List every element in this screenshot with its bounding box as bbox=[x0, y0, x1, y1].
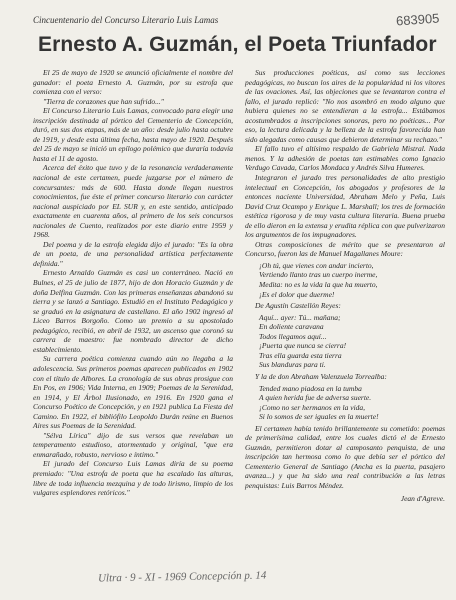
poem-line: A quien herida fue de adversa suerte. bbox=[259, 393, 372, 403]
right-column bbox=[245, 68, 445, 503]
paragraph: Acerca del éxito que tuvo y de la resonancia verdaderamente nacional de este certamen, puede juzgarse por el número de concursantes: más de 600. Hasta donde llegan nuestros conocimientos, fue éste el primer concurso literario con carácter nacional auspiciado por EL SUR y, en este sentido, anticipado exactamente en cuarenta años, al primero de los seis concursos nacionales de Cuento, realizados por este diario entre 1959 y 1968. bbox=[33, 163, 233, 240]
poem-valenzuela bbox=[259, 384, 445, 422]
poem-line: Sus blanduras para ti. bbox=[259, 360, 326, 370]
poem-line: Tras ella guarda esta tierra bbox=[259, 350, 342, 360]
poem-magallanes bbox=[259, 261, 445, 299]
poem-line: Medita: no es la vida la que ha muerto, bbox=[259, 280, 378, 290]
paragraph: El fallo tuvo el altísimo respaldo de Gabriela Mistral. Nada menos. Y la adhesión de poetas tan estimables como Ignacio Verdugo Cavada, Carlos Mondaca y Andrés Silva Humeres. bbox=[245, 144, 445, 173]
article-title: Ernesto A. Guzmán, el Poeta Triunfador bbox=[38, 33, 437, 56]
poem-line: Vertiendo llanto tras un cuerpo inerme, bbox=[259, 270, 378, 280]
paragraph: Integraron el jurado tres personalidades de alto prestigio intelectual en Concepción, los abogados y profesores de la entonces naciente Universidad, Abraham Melo y Peña, Luis David Cruz Ocampo y Enrique L. Marshall; los tres de formación estética rigorosa y de muy vasta cultura literaria. Buena prueba de ello dieron en la extensa y erudita réplica con que pulverizaron los argumentos de los impugnadores. bbox=[245, 173, 445, 240]
paragraph: Del poema y de la estrofa elegida dijo el jurado: "Es la obra de un poeta, de una personalidad artística perfectamente definida." bbox=[33, 239, 233, 268]
poem-line: Aquí... ayer: Tú... mañana; bbox=[259, 312, 341, 322]
paragraph: Otras composiciones de mérito que se presentaron al Concurso, fueron las de Manuel Magallanes Moure: bbox=[245, 239, 445, 259]
author-signature: Jean d'Agreve. bbox=[400, 493, 445, 503]
handwritten-note: Ultra · 9 - XI - 1969 Concepción p. 14 bbox=[97, 569, 267, 585]
archive-stamp: 683905 bbox=[395, 10, 440, 29]
poem-castellon bbox=[259, 313, 445, 370]
paragraph: El 25 de mayo de 1920 se anunció oficialmente el nombre del ganador: el poeta Ernesto A. Guzmán, por su estrofa que comienza con el verso: bbox=[33, 68, 233, 97]
paragraph: El jurado del Concurso Luis Lamas diría de su poema premiado: "Una estrofa de poeta que ha escalado las alturas, libre de toda influencia mezquina y de todo lirismo, limpio de los vulgares esplendores retóricos." bbox=[33, 459, 233, 498]
paragraph: Su carrera poética comienza cuando aún no llegaba a la adolescencia. Sus primeros poemas aparecen publicados en 1902 con el título de Albores. La cronología de sus obras prosigue con En Pos, en 1906; Vida Interna, en 1909; Poemas de la Serenidad, en 1914, y El Árbol Ilusionado, en 1916. En 1920 gana el Concurso Poético de Concepción, y en 1921 publica La Fiesta del Camino. En 1922, el bibliófilo Leopoldo Durán reúne en Buenos Aires sus Poemas de la Serenidad. bbox=[33, 354, 233, 431]
poem-author: Y la de don Abraham Valenzuela Torrealba: bbox=[255, 371, 387, 381]
poem-line: ¡Es el dolor que duerme! bbox=[259, 289, 335, 299]
closing-paragraph: El certamen había tenido brillantemente su cometido: poemas de primerísima calidad, entre los cuales dictó el de Ernesto Guzmán, permitieron dotar al camposanto penquista, de una inscripción tan hermosa como lo que debía ser el pórtico del Cementerio General de Santiago (Ancha es la puerta, pasajero avanza...) y que ha sido una real contribución a las letras penquistas: Luis Barros Méndez. bbox=[245, 423, 445, 490]
poem-author: De Agustín Castellón Reyes: bbox=[255, 301, 341, 311]
poem-line: ¡Puerta que nunca se cierra! bbox=[259, 341, 347, 351]
left-column bbox=[33, 68, 233, 498]
paragraph: Ernesto Arnaldo Guzmán es casi un conterráneo. Nació en Bulnes, el 25 de julio de 1877, hijo de don Horacio Guzmán y de doña Delfina Guzmán. Con las primeras enseñanzas abandonó su tierra y se lanzó a Santiago. Estudió en el Instituto Pedagógico y se graduó en la asignatura de castellano. El año 1902 ingresó al Liceo Barros Borgoño. Como un premio a su apostolado pedagógico, recibió, en abril de 1932, un ascenso que coronó su carrera de maestro: fue nombrado director de dicho establecimiento. bbox=[33, 268, 233, 354]
poem-line: Todos llegamos aquí... bbox=[259, 331, 327, 341]
poem-line: Si lo somos de ser iguales en la muerte! bbox=[259, 412, 379, 422]
poem-line: ¡Como no ser hermanos en la vida, bbox=[259, 402, 366, 412]
paragraph: "Sélva Lírica" dijo de sus versos que revelaban un temperamento estudioso, atormentado y original, "que era enmarañado, robusto, nervioso e íntimo." bbox=[33, 430, 233, 459]
poem-line: Tended mano piadosa en la tumba bbox=[259, 383, 362, 393]
poem-line: En doliente caravana bbox=[259, 322, 324, 332]
paragraph: Sus producciones poéticas, así como sus lecciones pedagógicas, no buscan los aires de la popularidad ni los vítores de las ovaciones. Así, las objeciones que se levantaron contra el fallo, el jurado replicó: "No nos asombró en modo alguno que hubiera quienes no se entendieran a la estrofa... Estábamos acostumbrados a inscripciones sonoras, pero no poéticas... Por eso, la lectura delicada y la belleza de la estrofa favorecida han sido alegadas como causas que debieron determinar su rechazo." bbox=[245, 68, 445, 144]
paragraph: El Concurso Literario Luis Lamas, convocado para elegir una inscripción destinada al pórtico del Cementerio de Concepción, duró, en sus dos etapas, más de un año: desde julio hasta octubre de 1919, y desde esta última fecha, hasta mayo de 1920. Después del 25 de mayo se inició un epílogo polémico que duraría todavía hasta el 11 de agosto. bbox=[33, 106, 233, 163]
series-header: Cincuentenario del Concurso Literario Luis Lamas bbox=[33, 15, 219, 25]
quote: "Tierra de corazones que han sufrido..." bbox=[43, 96, 164, 106]
poem-line: ¡Oh tú, que vienes con andar incierto, bbox=[259, 260, 374, 270]
